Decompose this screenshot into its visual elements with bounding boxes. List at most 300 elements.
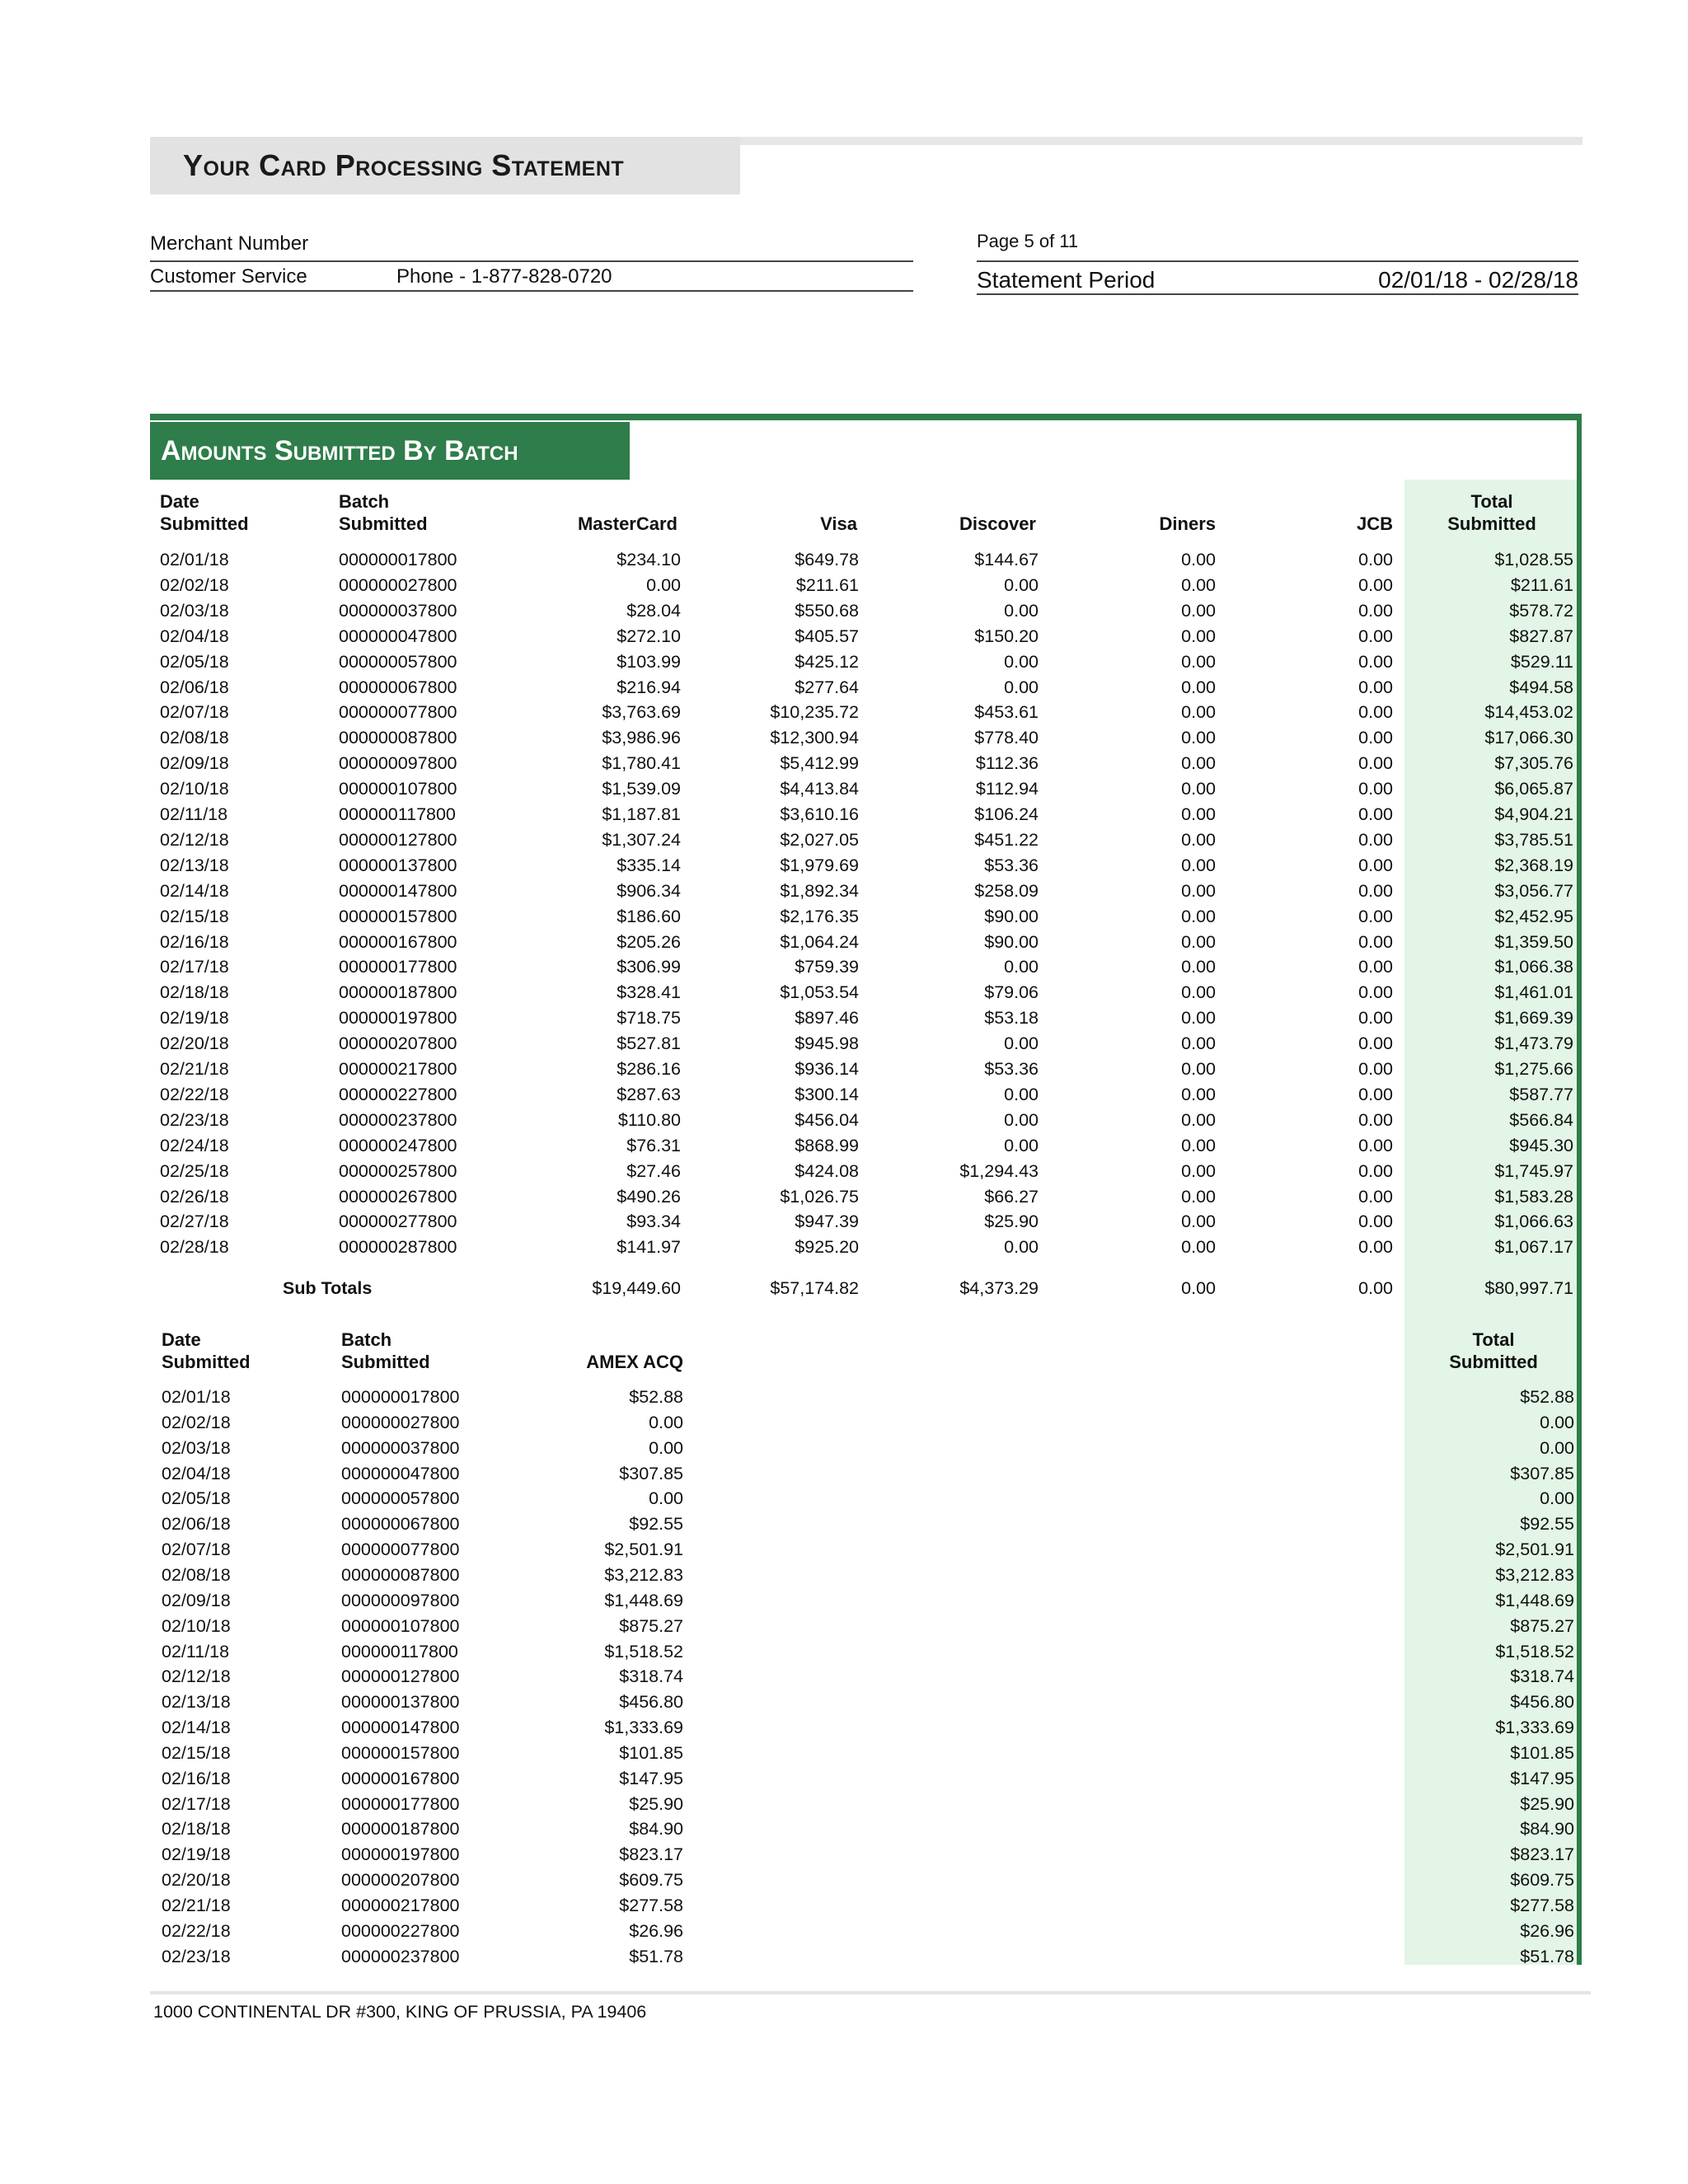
cell-total: $1,359.50 — [1494, 931, 1573, 952]
cell-date: 02/26/18 — [160, 1186, 229, 1207]
cell-diners: 0.00 — [1181, 702, 1216, 723]
cell-visa: $947.39 — [795, 1212, 859, 1232]
cell-jcb: 0.00 — [1358, 804, 1393, 824]
statement-period-label: Statement Period — [977, 267, 1156, 293]
header-visa: Visa — [820, 513, 857, 534]
cell-date: 02/19/18 — [160, 1008, 229, 1029]
cell-visa: $2,027.05 — [780, 829, 859, 850]
cell-discover: 0.00 — [1004, 1135, 1039, 1155]
cell-batch: 000000147800 — [339, 880, 457, 901]
cell-discover: 0.00 — [1004, 1109, 1039, 1130]
cell-batch: 000000177800 — [341, 1793, 460, 1814]
cell-date: 02/07/18 — [160, 702, 229, 723]
cell-date: 02/14/18 — [160, 880, 229, 901]
cell-total: $1,745.97 — [1494, 1160, 1573, 1181]
cell-batch: 000000277800 — [339, 1212, 457, 1232]
header-discover: Discover — [959, 513, 1036, 534]
cell-jcb: 0.00 — [1358, 1237, 1393, 1258]
cell-jcb: 0.00 — [1358, 550, 1393, 569]
cell-date: 02/19/18 — [162, 1844, 231, 1865]
cell-visa: $4,413.84 — [780, 779, 859, 799]
cell-batch: 000000217800 — [341, 1896, 460, 1915]
cell-batch: 000000217800 — [339, 1059, 457, 1079]
cell-diners: 0.00 — [1181, 829, 1216, 850]
cell-discover: $53.18 — [984, 1008, 1039, 1029]
table-row — [0, 1486, 1688, 1511]
cell-mastercard: $93.34 — [626, 1212, 681, 1232]
cell-batch: 000000287800 — [339, 1237, 457, 1258]
cell-total: $609.75 — [1510, 1870, 1574, 1891]
cell-amex: $51.78 — [629, 1946, 683, 1966]
cell-discover: $258.09 — [974, 880, 1039, 901]
cell-total: $17,066.30 — [1484, 728, 1573, 748]
cell-total: $4,904.21 — [1494, 804, 1573, 824]
cell-mastercard: $1,780.41 — [602, 753, 681, 774]
cell-amex: $277.58 — [619, 1896, 683, 1915]
header-amex: AMEX ACQ — [586, 1352, 683, 1372]
cell-diners: 0.00 — [1181, 1084, 1216, 1104]
cell-mastercard: $1,539.09 — [602, 779, 681, 799]
subtotal-total: $80,997.71 — [1484, 1278, 1573, 1298]
statement-title: Your Card Processing Statement — [183, 148, 625, 182]
footer-rule — [150, 1991, 1591, 1994]
cell-diners: 0.00 — [1181, 1186, 1216, 1207]
table-row — [0, 1537, 1688, 1563]
cell-mastercard: $306.99 — [617, 957, 681, 977]
cell-total: $494.58 — [1509, 677, 1573, 697]
cell-mastercard: $527.81 — [617, 1033, 681, 1054]
cell-total: 0.00 — [1540, 1412, 1574, 1432]
cell-date: 02/09/18 — [162, 1590, 231, 1610]
cell-total: $7,305.76 — [1494, 753, 1573, 774]
cell-date: 02/11/18 — [160, 804, 228, 824]
cell-jcb: 0.00 — [1358, 829, 1393, 850]
cell-jcb: 0.00 — [1358, 880, 1393, 901]
table-row — [0, 1436, 1688, 1461]
cell-batch: 000000207800 — [339, 1033, 457, 1054]
cell-mastercard: $3,763.69 — [602, 702, 681, 723]
cell-total: $1,669.39 — [1494, 1008, 1573, 1029]
cell-batch: 000000087800 — [341, 1564, 460, 1585]
cell-batch: 000000127800 — [339, 829, 457, 850]
cell-date: 02/25/18 — [160, 1160, 229, 1181]
cell-discover: $112.36 — [975, 753, 1039, 774]
cell-total: $1,583.28 — [1494, 1186, 1573, 1207]
cell-discover: 0.00 — [1004, 574, 1039, 595]
cell-total: $3,785.51 — [1494, 829, 1573, 850]
header-total-2: Total Submitted — [1449, 1329, 1538, 1372]
cell-visa: $1,892.34 — [780, 880, 859, 901]
cell-date: 02/22/18 — [162, 1920, 231, 1941]
subtotal-diners: 0.00 — [1181, 1278, 1216, 1298]
cell-date: 02/23/18 — [160, 1109, 229, 1130]
merchant-number-label: Merchant Number — [150, 232, 309, 255]
cell-jcb: 0.00 — [1358, 779, 1393, 799]
table-row — [0, 930, 1688, 955]
cell-date: 02/05/18 — [160, 651, 229, 672]
cell-date: 02/10/18 — [162, 1615, 231, 1636]
footer-address: 1000 CONTINENTAL DR #300, KING OF PRUSSIA, PA 19406 — [153, 2002, 647, 2022]
cell-batch: 000000207800 — [341, 1870, 460, 1891]
cell-amex: $1,518.52 — [604, 1641, 683, 1661]
cell-amex: $25.90 — [629, 1793, 683, 1814]
table-row — [0, 879, 1688, 904]
subtotal-row — [0, 1276, 1688, 1301]
subtotal-jcb: 0.00 — [1358, 1278, 1393, 1298]
cell-discover: $451.22 — [974, 829, 1039, 850]
cell-total: $1,028.55 — [1494, 550, 1573, 569]
cell-discover: 0.00 — [1004, 600, 1039, 621]
cell-batch: 000000247800 — [339, 1135, 457, 1155]
cell-jcb: 0.00 — [1358, 1059, 1393, 1079]
cell-batch: 000000027800 — [339, 574, 457, 595]
cell-amex: 0.00 — [649, 1412, 683, 1432]
cell-mastercard: $335.14 — [617, 855, 681, 875]
table-row — [0, 1842, 1688, 1868]
cell-total: $578.72 — [1509, 600, 1573, 621]
cell-batch: 000000107800 — [341, 1615, 460, 1636]
cell-discover: 0.00 — [1004, 677, 1039, 697]
cell-total: $211.61 — [1510, 574, 1573, 595]
table-row — [0, 1005, 1688, 1031]
cell-date: 02/06/18 — [160, 677, 229, 697]
cell-total: $1,066.38 — [1494, 957, 1573, 977]
table-row — [0, 980, 1688, 1005]
table-row — [0, 1792, 1688, 1817]
cell-diners: 0.00 — [1181, 600, 1216, 621]
table-row — [0, 1385, 1688, 1410]
cell-batch: 000000147800 — [341, 1718, 460, 1738]
cell-amex: $3,212.83 — [604, 1564, 683, 1585]
cell-jcb: 0.00 — [1358, 1008, 1393, 1029]
table-row — [0, 1511, 1688, 1537]
table-row — [0, 776, 1688, 802]
header-mastercard: MasterCard — [577, 513, 678, 534]
cell-visa: $649.78 — [795, 550, 859, 569]
divider — [150, 260, 913, 262]
cell-batch: 000000097800 — [339, 753, 457, 774]
cell-total: $52.88 — [1520, 1387, 1574, 1407]
cell-mastercard: $141.97 — [617, 1237, 681, 1258]
table-row — [0, 802, 1688, 827]
cell-amex: $147.95 — [619, 1768, 683, 1788]
cell-visa: $424.08 — [795, 1160, 859, 1181]
cell-date: 02/24/18 — [160, 1135, 229, 1155]
cell-visa: $1,026.75 — [780, 1186, 859, 1207]
cell-batch: 000000267800 — [339, 1186, 457, 1207]
cell-total: $277.58 — [1510, 1896, 1574, 1915]
cell-total: $1,448.69 — [1495, 1590, 1574, 1610]
cell-mastercard: $718.75 — [617, 1008, 681, 1029]
cell-discover: $778.40 — [974, 728, 1039, 748]
cell-mastercard: $287.63 — [617, 1084, 681, 1104]
cell-batch: 000000037800 — [341, 1437, 460, 1458]
cell-amex: $1,333.69 — [604, 1718, 683, 1738]
cell-visa: $405.57 — [795, 626, 859, 646]
cell-jcb: 0.00 — [1358, 1186, 1393, 1207]
cell-date: 02/08/18 — [160, 728, 229, 748]
cell-date: 02/15/18 — [162, 1742, 231, 1763]
cell-batch: 000000027800 — [341, 1412, 460, 1432]
table-row — [0, 1690, 1688, 1715]
cell-amex: $1,448.69 — [604, 1590, 683, 1610]
cell-jcb: 0.00 — [1358, 677, 1393, 697]
cell-batch: 000000227800 — [339, 1084, 457, 1104]
table-row — [0, 1108, 1688, 1133]
cell-jcb: 0.00 — [1358, 1160, 1393, 1181]
cell-amex: 0.00 — [649, 1437, 683, 1458]
section-title: Amounts Submitted By Batch — [161, 435, 518, 466]
table-row — [0, 1766, 1688, 1792]
cell-total: $875.27 — [1510, 1615, 1574, 1636]
header-date: Date Submitted — [160, 491, 249, 534]
cell-date: 02/09/18 — [160, 753, 229, 774]
cell-mastercard: 0.00 — [646, 574, 681, 595]
cell-diners: 0.00 — [1181, 880, 1216, 901]
table-row — [0, 547, 1688, 573]
cell-batch: 000000167800 — [339, 931, 457, 952]
cell-jcb: 0.00 — [1358, 931, 1393, 952]
cell-mastercard: $110.80 — [617, 1109, 681, 1130]
cell-date: 02/04/18 — [160, 626, 229, 646]
cell-visa: $300.14 — [795, 1084, 859, 1104]
cell-jcb: 0.00 — [1358, 1033, 1393, 1054]
table-row — [0, 1944, 1688, 1970]
table-row — [0, 1639, 1688, 1665]
cell-batch: 000000047800 — [341, 1463, 460, 1483]
cell-batch: 000000167800 — [341, 1768, 460, 1788]
cell-date: 02/21/18 — [162, 1896, 231, 1915]
cell-batch: 000000197800 — [341, 1844, 460, 1865]
cell-batch: 000000077800 — [339, 702, 457, 723]
cell-jcb: 0.00 — [1358, 574, 1393, 595]
cell-amex: $101.85 — [619, 1742, 683, 1763]
table-row — [0, 1235, 1688, 1260]
table-row — [0, 624, 1688, 649]
divider — [977, 293, 1578, 295]
cell-diners: 0.00 — [1181, 779, 1216, 799]
cell-visa: $1,064.24 — [780, 931, 859, 952]
header-diners: Diners — [1159, 513, 1216, 534]
cell-mastercard: $103.99 — [617, 651, 681, 672]
table-row — [0, 1919, 1688, 1944]
cell-batch: 000000177800 — [339, 957, 457, 977]
header-batch: Batch Submitted — [339, 491, 428, 534]
cell-batch: 000000077800 — [341, 1540, 460, 1560]
cell-visa: $10,235.72 — [770, 702, 859, 723]
cell-date: 02/22/18 — [160, 1084, 229, 1104]
cell-batch: 000000137800 — [341, 1692, 460, 1713]
cell-total: $6,065.87 — [1494, 779, 1573, 799]
cell-visa: $3,610.16 — [780, 804, 859, 824]
cell-diners: 0.00 — [1181, 957, 1216, 977]
cell-total: $1,473.79 — [1494, 1033, 1573, 1054]
cell-visa: $211.61 — [795, 574, 859, 595]
cell-date: 02/28/18 — [160, 1237, 229, 1258]
table-row — [0, 1588, 1688, 1614]
cell-discover: $1,294.43 — [959, 1160, 1039, 1181]
cell-total: $1,518.52 — [1495, 1641, 1574, 1661]
cell-visa: $12,300.94 — [770, 728, 859, 748]
cell-total: $3,056.77 — [1494, 880, 1573, 901]
cell-total: $26.96 — [1520, 1920, 1574, 1941]
cell-jcb: 0.00 — [1358, 1212, 1393, 1232]
cell-total: $1,333.69 — [1495, 1718, 1574, 1738]
cell-mastercard: $1,307.24 — [602, 829, 681, 850]
cell-total: $51.78 — [1520, 1946, 1574, 1966]
cell-total: $2,501.91 — [1495, 1540, 1574, 1560]
cell-batch: 000000097800 — [341, 1590, 460, 1610]
cell-date: 02/02/18 — [160, 574, 229, 595]
cell-batch: 000000237800 — [339, 1109, 457, 1130]
cell-batch: 000000117800 — [341, 1641, 458, 1661]
cell-total: $1,461.01 — [1494, 982, 1573, 1003]
cell-discover: $25.90 — [984, 1212, 1039, 1232]
cell-visa: $456.04 — [795, 1109, 859, 1130]
cell-batch: 000000057800 — [341, 1488, 460, 1509]
cell-visa: $425.12 — [795, 651, 859, 672]
cell-discover: 0.00 — [1004, 1033, 1039, 1054]
table-row — [0, 827, 1688, 853]
cell-total: $307.85 — [1510, 1463, 1574, 1483]
cell-amex: $609.75 — [619, 1870, 683, 1891]
cell-batch: 000000187800 — [341, 1819, 460, 1840]
cell-mastercard: $216.94 — [617, 677, 681, 697]
cell-diners: 0.00 — [1181, 1059, 1216, 1079]
cell-mastercard: $906.34 — [617, 880, 681, 901]
cell-batch: 000000067800 — [339, 677, 457, 697]
cell-date: 02/01/18 — [162, 1387, 231, 1407]
table-row — [0, 1031, 1688, 1057]
cell-total: $587.77 — [1509, 1084, 1573, 1104]
cell-mastercard: $328.41 — [617, 982, 681, 1003]
table-row — [0, 700, 1688, 725]
page-number: Page 5 of 11 — [977, 231, 1079, 251]
subtotal-mastercard: $19,449.60 — [592, 1278, 681, 1298]
table-row — [0, 1159, 1688, 1184]
cell-date: 02/10/18 — [160, 779, 229, 799]
table-row — [0, 1209, 1688, 1235]
cell-date: 02/20/18 — [160, 1033, 229, 1054]
cell-total: 0.00 — [1540, 1437, 1574, 1458]
cell-discover: $53.36 — [984, 855, 1039, 875]
cell-date: 02/14/18 — [162, 1718, 231, 1738]
table-row — [0, 1664, 1688, 1690]
cell-visa: $759.39 — [795, 957, 859, 977]
cell-jcb: 0.00 — [1358, 1109, 1393, 1130]
cell-diners: 0.00 — [1181, 982, 1216, 1003]
cell-discover: $66.27 — [984, 1186, 1039, 1207]
cell-batch: 000000157800 — [341, 1742, 460, 1763]
cell-date: 02/16/18 — [160, 931, 229, 952]
cell-diners: 0.00 — [1181, 855, 1216, 875]
cell-total: $92.55 — [1520, 1514, 1574, 1535]
cell-total: $1,275.66 — [1494, 1059, 1573, 1079]
table-row — [0, 904, 1688, 930]
cell-visa: $5,412.99 — [780, 753, 859, 774]
cell-discover: $112.94 — [975, 779, 1039, 799]
cell-jcb: 0.00 — [1358, 1135, 1393, 1155]
cell-discover: $79.06 — [984, 982, 1039, 1003]
table-row — [0, 1057, 1688, 1082]
cell-date: 02/06/18 — [162, 1514, 231, 1535]
cell-diners: 0.00 — [1181, 550, 1216, 569]
cell-total: $14,453.02 — [1484, 702, 1573, 723]
cell-diners: 0.00 — [1181, 1008, 1216, 1029]
cell-total: $823.17 — [1510, 1844, 1574, 1865]
cell-date: 02/11/18 — [162, 1641, 230, 1661]
cell-batch: 000000117800 — [339, 804, 456, 824]
cell-date: 02/23/18 — [162, 1946, 231, 1966]
cell-total: $2,368.19 — [1494, 855, 1573, 875]
table-row — [0, 675, 1688, 701]
cell-visa: $945.98 — [795, 1033, 859, 1054]
cell-total: $827.87 — [1509, 626, 1573, 646]
cell-total: $101.85 — [1510, 1742, 1574, 1763]
cell-diners: 0.00 — [1181, 651, 1216, 672]
cell-discover: 0.00 — [1004, 651, 1039, 672]
cell-batch: 000000057800 — [339, 651, 457, 672]
cell-batch: 000000067800 — [341, 1514, 460, 1535]
cell-mastercard: $1,187.81 — [602, 804, 681, 824]
cell-total: 0.00 — [1540, 1488, 1574, 1509]
cell-date: 02/02/18 — [162, 1412, 231, 1432]
cell-batch: 000000257800 — [339, 1160, 457, 1181]
cell-diners: 0.00 — [1181, 574, 1216, 595]
cell-diners: 0.00 — [1181, 753, 1216, 774]
cell-amex: $2,501.91 — [604, 1540, 683, 1560]
cell-date: 02/21/18 — [160, 1059, 229, 1079]
cell-discover: $150.20 — [974, 626, 1039, 646]
table-row — [0, 853, 1688, 879]
cell-date: 02/18/18 — [162, 1819, 231, 1840]
cell-jcb: 0.00 — [1358, 626, 1393, 646]
cell-total: $945.30 — [1509, 1135, 1573, 1155]
table-row — [0, 1893, 1688, 1919]
cell-date: 02/12/18 — [162, 1666, 231, 1687]
cell-amex: 0.00 — [649, 1488, 683, 1509]
cell-diners: 0.00 — [1181, 1109, 1216, 1130]
cell-total: $1,066.63 — [1494, 1212, 1573, 1232]
header-date-2: Date Submitted — [162, 1329, 251, 1372]
table-row — [0, 1461, 1688, 1487]
cell-diners: 0.00 — [1181, 677, 1216, 697]
cell-discover: 0.00 — [1004, 1237, 1039, 1258]
cell-batch: 000000157800 — [339, 906, 457, 926]
cell-amex: $823.17 — [619, 1844, 683, 1865]
cell-visa: $925.20 — [795, 1237, 859, 1258]
header-total: Total Submitted — [1447, 491, 1536, 534]
cell-amex: $84.90 — [629, 1819, 683, 1840]
cell-amex: $875.27 — [619, 1615, 683, 1636]
cell-discover: $106.24 — [974, 804, 1039, 824]
cell-discover: $144.67 — [974, 550, 1039, 569]
cell-visa: $897.46 — [795, 1008, 859, 1029]
cell-date: 02/03/18 — [162, 1437, 231, 1458]
table-row — [0, 1563, 1688, 1588]
cell-total: $318.74 — [1510, 1666, 1574, 1687]
table-row — [0, 751, 1688, 776]
cell-total: $1,067.17 — [1494, 1237, 1573, 1258]
cell-total: $529.11 — [1510, 651, 1573, 672]
cell-diners: 0.00 — [1181, 1135, 1216, 1155]
table-row — [0, 1715, 1688, 1741]
table-row — [0, 1614, 1688, 1639]
cell-total: $2,452.95 — [1494, 906, 1573, 926]
cell-mastercard: $27.46 — [626, 1160, 681, 1181]
cell-discover: 0.00 — [1004, 957, 1039, 977]
cell-date: 02/04/18 — [162, 1463, 231, 1483]
